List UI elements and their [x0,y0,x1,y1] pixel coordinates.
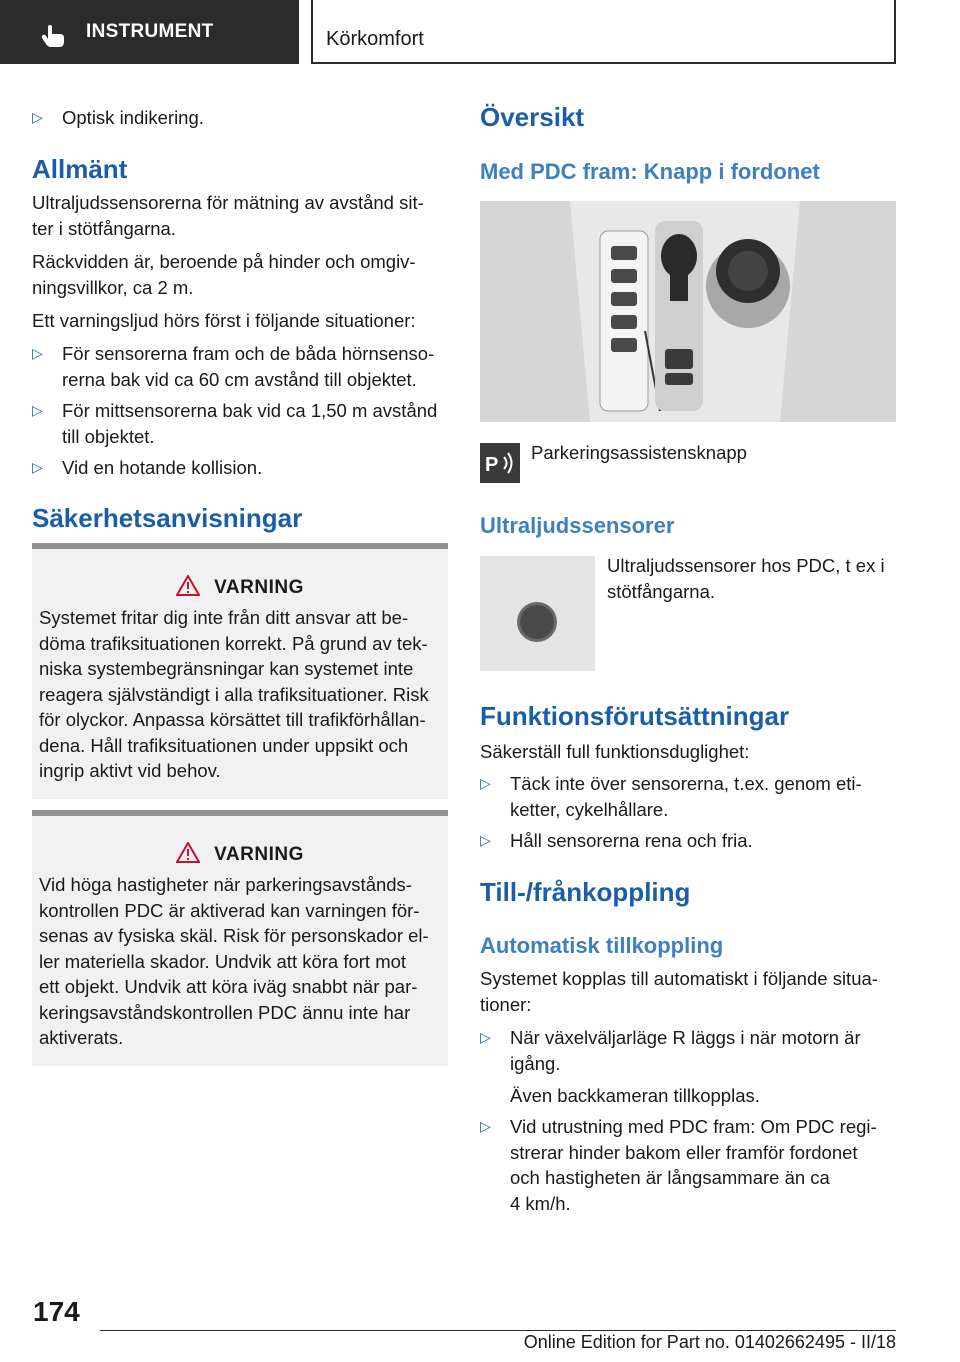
list-item: ▷ När växelväljarläge R läggs i när motorn är igång. Även backkameran tillkopplas. [480,1027,861,1106]
page-number: 174 [33,1296,80,1327]
heading-function-requirements: Funktionsförutsättningar [480,701,790,731]
bullet-triangle-icon: ▷ [32,459,43,475]
heading-pdc-front: Med PDC fram: Knapp i fordonet [480,159,820,184]
list-item: ▷ Vid utrustning med PDC fram: Om PDC regi- strerar hinder bakom eller framför fordonet och hastigheten är långsammare än ca 4 km/h. [480,1116,877,1214]
paragraph: Säkerställ full funktionsduglighet: [480,741,750,762]
chapter-tab[interactable] [0,0,299,64]
bullet-triangle-icon: ▷ [480,1118,491,1134]
section-title: Körkomfort [311,0,896,64]
chapter-tab-label: INSTRUMENT [86,21,214,42]
list-item: ▷ Täck inte över sensorerna, t.ex. genom eti- ketter, cykelhållare. [480,773,862,820]
paragraph: Ultraljudssensorerna för mätning av avstånd sit- ter i stötfångarna. [32,192,424,239]
button-caption: Parkeringsassistensknapp [531,442,747,463]
bullet-triangle-icon: ▷ [480,1029,491,1045]
list-item: ▷ För mittsensorerna bak vid ca 1,50 m avstånd till objektet. [32,400,438,447]
heading-oversikt: Översikt [480,102,585,132]
list-item: ▷ Optisk indikering. [32,105,448,131]
svg-text:P: P [485,454,499,476]
list-item: ▷ För sensorerna fram och de båda hörnsenso- rerna bak vid ca 60 cm avstånd till objektet. [32,343,435,390]
list-item: ▷ Vid en hotande kollision. [32,455,452,481]
warning-triangle-icon [176,842,200,863]
sensor-description: Ultraljudssensorer hos PDC, t ex i stötfångarna. [607,555,885,602]
heading-safety: Säkerhetsanvisningar [32,503,303,533]
heading-auto-on: Automatisk tillkoppling [480,933,724,958]
footer-edition: Online Edition for Part no. 01402662495 - II/18 [523,1332,896,1352]
warning-box [32,543,448,799]
list-item: ▷ Håll sensorerna rena och fria. [480,828,896,854]
parking-assist-button-icon [480,443,520,483]
paragraph: Systemet kopplas till automatiskt i följande situa- tioner: [480,968,878,1015]
bullet-triangle-icon: ▷ [32,345,43,361]
hand-pointer-icon [40,24,66,48]
warning-title: VARNING [32,575,448,599]
heading-toggle: Till-/frånkoppling [480,877,691,907]
heading-sensors: Ultraljudssensorer [480,513,675,538]
bullet-triangle-icon: ▷ [480,775,491,791]
warning-triangle-icon [176,575,200,596]
footer-divider [100,1330,896,1331]
warning-title: VARNING [32,842,448,866]
warning-text: Systemet fritar dig inte från ditt ansvar att be- döma trafiksituationen korrekt. På grund av tek- niska systembegränsningar kan systemet inte reagera självständigt i alla trafiksituationer. Risk för olyckor. Anpassa körsättet till trafikförhållan- dena. Håll trafiksituationen under uppsikt och ingrip aktivt vid behov. [39,607,429,781]
paragraph: Räckvidden är, beroende på hinder och omgiv- ningsvillkor, ca 2 m. [32,251,416,298]
center-console-photo [480,201,896,422]
bullet-triangle-icon: ▷ [32,402,43,418]
bullet-triangle-icon: ▷ [32,109,43,125]
sensor-image [480,556,595,671]
warning-box [32,810,448,1066]
warning-text: Vid höga hastigheter när parkeringsavstånds- kontrollen PDC är aktiverad kan varningen för- senas av fysiska skäl. Risk för personskador el- ler materiella skador. Undvik att köra fort mot ett objekt. Undvik att köra iväg snabbt när par- keringsavståndskontrollen PDC ännu inte har aktiverats. [39,874,429,1048]
heading-allmant: Allmänt [32,154,128,184]
bullet-triangle-icon: ▷ [480,832,491,848]
paragraph: Ett varningsljud hörs först i följande situationer: [32,310,416,331]
